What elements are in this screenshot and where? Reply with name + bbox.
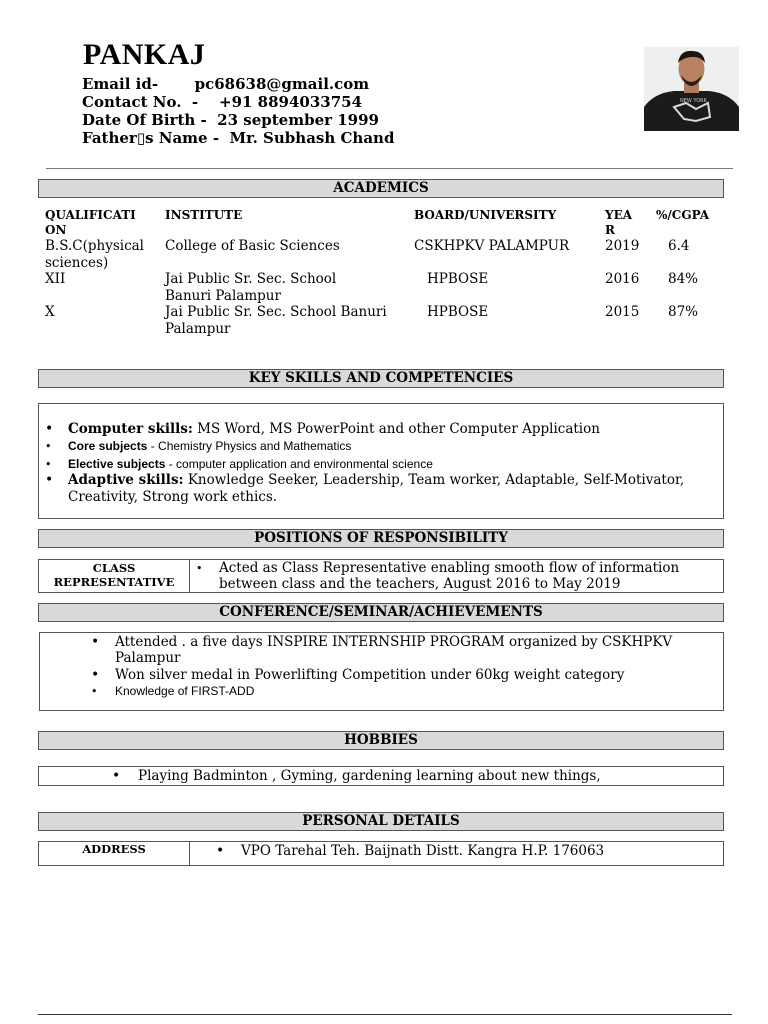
skill-label: Adaptive skills: xyxy=(68,472,184,488)
contact-line: Contact No. - +91 8894033754 xyxy=(82,93,363,111)
list-item xyxy=(68,421,600,437)
skill-label: Elective subjects xyxy=(68,457,166,471)
bullet: • xyxy=(196,562,203,575)
row-year: 2019 xyxy=(605,238,640,254)
footer-divider xyxy=(38,1014,732,1015)
col-year: YEA R xyxy=(605,208,633,237)
role-label: CLASS REPRESENTATIVE xyxy=(53,561,175,589)
cell-divider xyxy=(189,560,190,592)
skill-text: - computer application and environmental science xyxy=(165,457,433,471)
cell-divider xyxy=(189,842,190,865)
skills-box xyxy=(38,403,724,519)
skills-heading: KEY SKILLS AND COMPETENCIES xyxy=(38,369,724,388)
bullet: • xyxy=(45,458,52,471)
responsibility-heading: POSITIONS OF RESPONSIBILITY xyxy=(38,529,724,548)
bullet: • xyxy=(112,768,121,784)
row-year: 2016 xyxy=(605,271,640,287)
row-score: 6.4 xyxy=(668,238,690,254)
row-qualification: B.S.C(physical sciences) xyxy=(45,238,145,271)
list-item: Playing Badminton , Gyming, gardening learning about new things, xyxy=(138,768,601,784)
row-year: 2015 xyxy=(605,304,640,320)
father-name-line: Father▯s Name - Mr. Subhash Chand xyxy=(82,129,395,147)
skill-text: MS Word, MS PowerPoint and other Computer Application xyxy=(192,421,600,437)
col-board: BOARD/UNIVERSITY xyxy=(414,208,557,222)
row-institute: College of Basic Sciences xyxy=(165,238,340,254)
responsibility-text-2: between class and the teachers, August 2016 to May 2019 xyxy=(219,576,621,592)
bullet: • xyxy=(45,421,54,437)
responsibility-text-1: Acted as Class Representative enabling smooth flow of information xyxy=(219,560,680,576)
bullet: • xyxy=(91,685,98,698)
col-score: %/CGPA xyxy=(656,208,710,222)
col-qualification: QUALIFICATI ON xyxy=(45,208,136,237)
address-text: VPO Tarehal Teh. Baijnath Distt. Kangra H.P. 176063 xyxy=(241,843,605,859)
row-score: 84% xyxy=(668,271,699,287)
skill-label: Core subjects xyxy=(68,439,148,453)
academics-heading: ACADEMICS xyxy=(38,179,724,198)
email-line: Email id- pc68638@gmail.com xyxy=(82,75,370,93)
bullet: • xyxy=(45,472,54,488)
responsibility-box xyxy=(38,559,724,593)
conference-box xyxy=(39,632,724,711)
row-score: 87% xyxy=(668,304,699,320)
skill-text: Knowledge Seeker, Leadership, Team worker, Adaptable, Self-Motivator, xyxy=(183,472,685,488)
skill-continuation: Creativity, Strong work ethics. xyxy=(68,489,278,505)
row-institute: Jai Public Sr. Sec. School Banuri Palampur xyxy=(165,304,387,337)
bullet: • xyxy=(91,634,100,650)
row-qualification: XII xyxy=(45,271,66,287)
list-item xyxy=(68,439,351,454)
bullet: • xyxy=(216,843,225,859)
personal-heading: PERSONAL DETAILS xyxy=(38,812,724,831)
hobbies-heading: HOBBIES xyxy=(38,731,724,750)
col-institute: INSTITUTE xyxy=(165,208,243,222)
personal-box xyxy=(38,841,724,866)
skill-text: - Chemistry Physics and Mathematics xyxy=(147,439,352,453)
row-qualification: X xyxy=(45,304,55,320)
list-item: Knowledge of FIRST-ADD xyxy=(115,684,255,698)
list-item: Attended . a five days INSPIRE INTERNSHIP PROGRAM organized by CSKHPKV xyxy=(115,634,673,650)
bullet: • xyxy=(91,667,100,683)
row-board: HPBOSE xyxy=(427,304,489,320)
hobbies-box xyxy=(38,766,724,786)
conference-heading: CONFERENCE/SEMINAR/ACHIEVEMENTS xyxy=(38,603,724,622)
svg-text:NEW YORK: NEW YORK xyxy=(680,98,707,104)
list-item: Won silver medal in Powerlifting Competition under 60kg weight category xyxy=(115,667,625,683)
dob-line: Date Of Birth - 23 september 1999 xyxy=(82,111,379,129)
list-item xyxy=(68,457,433,472)
list-item xyxy=(68,472,684,488)
list-item-continuation: Palampur xyxy=(115,650,181,666)
bullet: • xyxy=(45,440,52,453)
row-board: HPBOSE xyxy=(427,271,489,287)
address-label: ADDRESS xyxy=(82,842,146,856)
row-board: CSKHPKV PALAMPUR xyxy=(414,238,570,254)
skill-label: Computer skills: xyxy=(68,421,193,437)
profile-photo xyxy=(644,47,739,131)
row-institute: Jai Public Sr. Sec. School Banuri Palampur xyxy=(165,271,337,304)
candidate-name: PANKAJ xyxy=(83,38,206,71)
header-divider xyxy=(46,168,733,169)
